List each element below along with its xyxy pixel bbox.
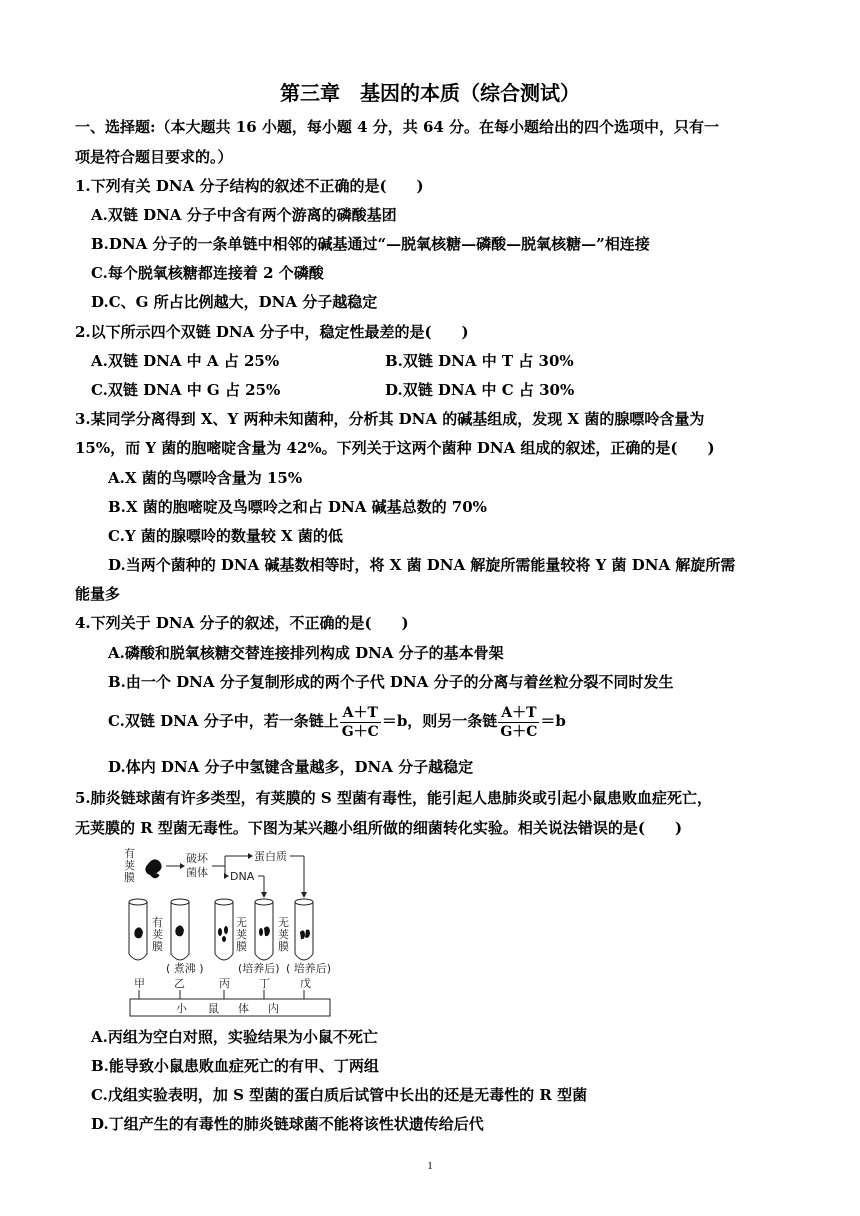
tube-bing — [215, 899, 233, 960]
q4-option-c-suffix: ＝b — [540, 712, 566, 730]
destroy-label-2: 菌体 — [186, 866, 208, 879]
q1-option-c: C.每个脱氧核糖都连接着 2 个磷酸 — [91, 264, 324, 282]
q4-option-b: B.由一个 DNA 分子复制形成的两个子代 DNA 分子的分离与着丝粒分裂不同时发生 — [108, 673, 674, 691]
group-label-bing: 丙 — [219, 977, 230, 990]
arrow-head — [180, 863, 185, 869]
q3-option-d-line2: 能量多 — [75, 585, 121, 603]
arrow-head — [301, 892, 307, 898]
q3-option-b: B.X 菌的胞嘧啶及鸟嘌呤之和占 DNA 碱基总数的 70% — [108, 498, 487, 516]
arrow-head — [224, 873, 229, 879]
q4-option-a: A.磷酸和脱氧核糖交替连接排列构成 DNA 分子的基本骨架 — [108, 644, 504, 662]
q5-stem-line2: 无荚膜的 R 型菌无毒性。下图为某兴趣小组所做的细菌转化实验。相关说法错误的是( ) — [75, 819, 683, 837]
q2-option-c: C.双链 DNA 中 G 占 25% — [91, 381, 281, 399]
group-label-ding: 丁 — [259, 977, 270, 990]
group-arrows — [139, 990, 304, 999]
q1-option-d: D.C、G 所占比例越大，DNA 分子越稳定 — [91, 293, 378, 311]
tube-no-capsule-label: 膜 — [278, 940, 289, 953]
q2-stem: 2.以下所示四个双链 DNA 分子中，稳定性最差的是( ) — [75, 323, 469, 341]
q2-option-d: D.双链 DNA 中 C 占 30% — [385, 381, 575, 399]
q1-option-b: B.DNA 分子的一条单链中相邻的碱基通过“—脱氧核糖—磷酸—脱氧核糖—”相连接 — [91, 235, 650, 253]
protein-label: 蛋白质 — [254, 850, 287, 863]
group-label-yi: 乙 — [174, 977, 185, 990]
tube-yi — [171, 899, 189, 960]
boil-label: ( 煮沸 ) — [166, 962, 204, 975]
q4-option-d: D.体内 DNA 分子中氢键含量越多，DNA 分子越稳定 — [108, 758, 474, 776]
q3-option-d-line1: D.当两个菌种的 DNA 碱基数相等时，将 X 菌 DNA 解旋所需能量较将 Y 菌 DNA 解旋所需 — [108, 556, 736, 574]
group-label-jia: 甲 — [134, 977, 145, 990]
tube-no-capsule-label: 荚 — [236, 928, 247, 941]
mouse-label-3: 体 — [238, 1002, 249, 1015]
q3-stem-line2: 15%，而 Y 菌的胞嘧啶含量为 42%。下列关于这两个菌种 DNA 组成的叙述，正确的是( ) — [75, 439, 715, 457]
fraction-denominator: G＋C — [341, 723, 379, 740]
mouse-label-2: 鼠 — [208, 1002, 219, 1015]
cultured-label-1: (培养后) — [238, 962, 280, 975]
q5-option-a: A.丙组为空白对照，实验结果为小鼠不死亡 — [91, 1028, 378, 1046]
fraction-1 — [340, 704, 381, 741]
mouse-label-4: 内 — [268, 1002, 279, 1015]
q2-option-a: A.双链 DNA 中 A 占 25% — [91, 352, 280, 370]
q4-option-c-prefix: C.双链 DNA 分子中，若一条链上 — [108, 712, 339, 730]
capsule-label-2: 荚 — [124, 859, 135, 872]
q4-stem: 4.下列关于 DNA 分子的叙述，不正确的是( ) — [75, 614, 409, 632]
arrow-head — [261, 892, 267, 898]
q5-option-b: B.能导致小鼠患败血症死亡的有甲、丁两组 — [91, 1057, 379, 1075]
capsule-label-1: 有 — [124, 847, 135, 860]
tube-capsule-label: 膜 — [152, 940, 163, 953]
q1-stem: 1.下列有关 DNA 分子结构的叙述不正确的是( ) — [75, 177, 424, 195]
q3-option-c: C.Y 菌的腺嘌呤的数量较 X 菌的低 — [108, 527, 343, 545]
tube-capsule-label: 荚 — [152, 928, 163, 941]
fraction-numerator: A＋T — [498, 704, 539, 723]
tube-no-capsule-label: 无 — [278, 916, 289, 929]
fraction-2 — [498, 704, 539, 741]
tube-wu — [295, 899, 313, 960]
mouse-label-1: 小 — [176, 1002, 187, 1015]
mouse-box — [130, 999, 330, 1016]
tube-no-capsule-label: 荚 — [278, 928, 289, 941]
group-label-wu: 戊 — [300, 977, 311, 990]
fraction-denominator: G＋C — [500, 723, 538, 740]
fraction-numerator: A＋T — [340, 704, 381, 723]
tube-capsule-label: 有 — [152, 916, 163, 929]
arrow-head — [248, 853, 253, 859]
tube-jia — [129, 899, 147, 960]
section-header-line2: 项是符合题目要求的。） — [75, 148, 233, 166]
dna-label: DNA — [230, 870, 255, 883]
q1-option-a: A.双链 DNA 分子中含有两个游离的磷酸基团 — [91, 206, 397, 224]
q3-stem-line1: 3.某同学分离得到 X、Y 两种未知菌种，分析其 DNA 的碱基组成，发现 X 菌的腺嘌呤含量为 — [75, 410, 705, 428]
cultured-label-2: ( 培养后) — [286, 962, 332, 975]
section-header-line1: 一、选择题:（本大题共 16 小题，每小题 4 分，共 64 分。在每小题给出的四个选项中，只有一 — [75, 118, 720, 136]
tube-ding — [255, 899, 273, 960]
tube-no-capsule-label: 膜 — [236, 940, 247, 953]
tube-no-capsule-label: 无 — [236, 916, 247, 929]
page-title: 第三章 基因的本质（综合测试） — [280, 81, 580, 105]
q3-option-a: A.X 菌的鸟嘌呤含量为 15% — [108, 469, 303, 487]
q5-stem-line1: 5.肺炎链球菌有许多类型，有荚膜的 S 型菌有毒性，能引起人患肺炎或引起小鼠患败血症死亡， — [75, 789, 712, 807]
q2-option-b: B.双链 DNA 中 T 占 30% — [385, 352, 574, 370]
q5-option-d: D.丁组产生的有毒性的肺炎链球菌不能将该性状遗传给后代 — [91, 1115, 484, 1133]
q4-option-c — [108, 700, 566, 742]
q5-option-c: C.戊组实验表明，加 S 型菌的蛋白质后试管中长出的还是无毒性的 R 型菌 — [91, 1086, 588, 1104]
destroy-label-1: 破坏 — [186, 852, 208, 865]
capsule-label-3: 膜 — [124, 871, 135, 884]
page-number: 1 — [427, 1160, 433, 1172]
experiment-diagram — [120, 842, 346, 1020]
q4-option-c-middle: ＝b，则另一条链 — [381, 712, 498, 730]
